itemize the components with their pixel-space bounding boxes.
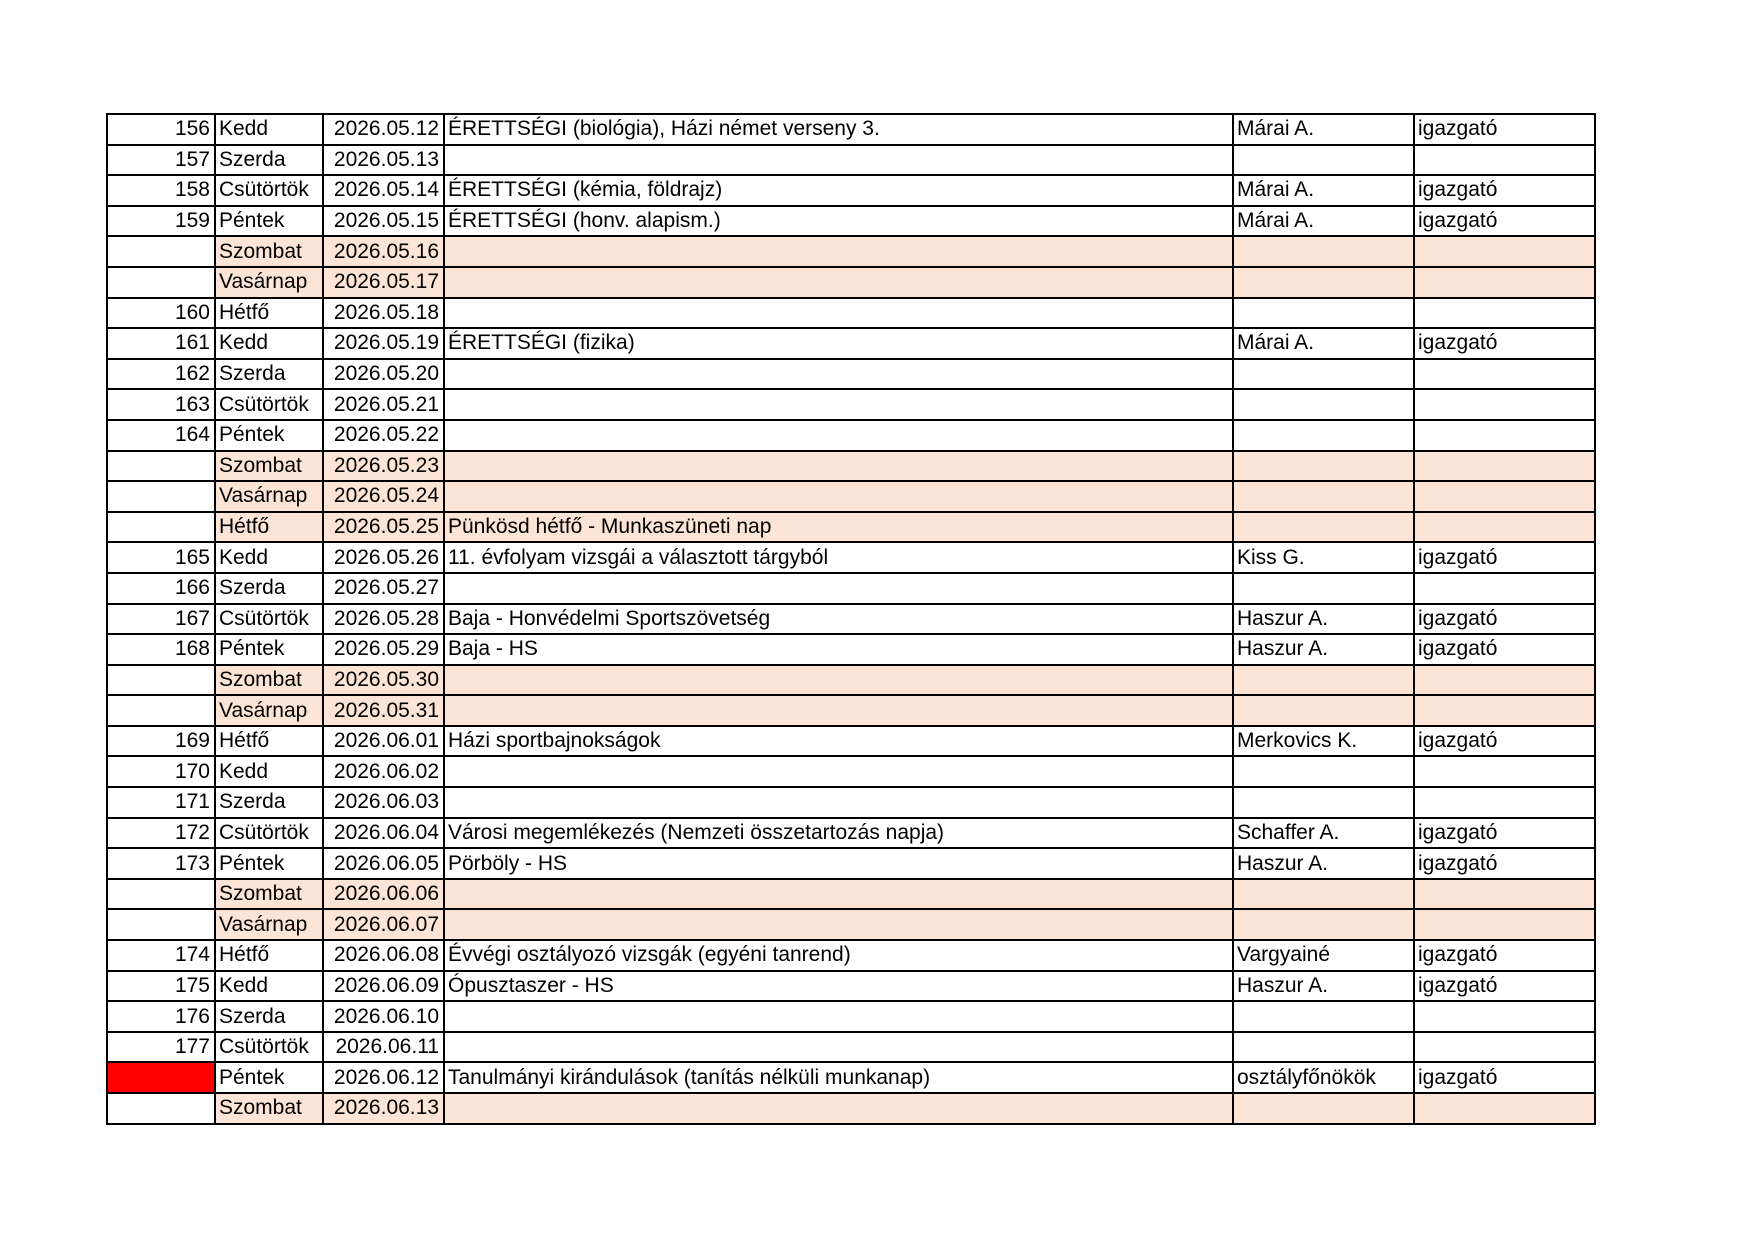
- responsible-cell[interactable]: [1233, 909, 1414, 940]
- approver-cell[interactable]: [1414, 756, 1595, 787]
- row-number-cell[interactable]: 167: [107, 604, 215, 635]
- row-number-cell[interactable]: 159: [107, 206, 215, 237]
- day-name-cell[interactable]: Péntek: [215, 848, 323, 879]
- approver-cell[interactable]: [1414, 236, 1595, 267]
- day-name-cell[interactable]: Hétfő: [215, 512, 323, 543]
- approver-cell[interactable]: igazgató: [1414, 604, 1595, 635]
- approver-cell[interactable]: [1414, 512, 1595, 543]
- event-cell[interactable]: [444, 359, 1233, 390]
- row-number-cell[interactable]: 168: [107, 634, 215, 665]
- day-name-cell[interactable]: Csütörtök: [215, 604, 323, 635]
- approver-cell[interactable]: [1414, 665, 1595, 696]
- event-cell[interactable]: [444, 1093, 1233, 1124]
- responsible-cell[interactable]: Haszur A.: [1233, 971, 1414, 1002]
- row-number-cell[interactable]: 166: [107, 573, 215, 604]
- day-name-cell[interactable]: Szerda: [215, 787, 323, 818]
- table-row: [107, 726, 1595, 757]
- table-row: [107, 971, 1595, 1002]
- date-cell[interactable]: 2026.05.25: [323, 512, 444, 543]
- day-name-cell[interactable]: Hétfő: [215, 726, 323, 757]
- date-cell[interactable]: 2026.06.11: [323, 1032, 444, 1063]
- date-cell[interactable]: 2026.05.27: [323, 573, 444, 604]
- day-name-cell[interactable]: Péntek: [215, 420, 323, 451]
- approver-cell[interactable]: [1414, 573, 1595, 604]
- table-row: [107, 542, 1595, 573]
- approver-cell[interactable]: [1414, 1093, 1595, 1124]
- date-cell[interactable]: 2026.06.04: [323, 818, 444, 849]
- event-cell[interactable]: [444, 573, 1233, 604]
- event-cell[interactable]: [444, 879, 1233, 910]
- row-number-cell[interactable]: 164: [107, 420, 215, 451]
- date-cell[interactable]: 2026.05.19: [323, 328, 444, 359]
- date-cell[interactable]: 2026.05.23: [323, 451, 444, 482]
- date-cell[interactable]: 2026.05.29: [323, 634, 444, 665]
- date-cell[interactable]: 2026.05.20: [323, 359, 444, 390]
- day-name-cell[interactable]: Csütörtök: [215, 1032, 323, 1063]
- date-cell[interactable]: 2026.05.18: [323, 298, 444, 329]
- date-cell[interactable]: 2026.06.07: [323, 909, 444, 940]
- approver-cell[interactable]: [1414, 787, 1595, 818]
- approver-cell[interactable]: [1414, 481, 1595, 512]
- date-cell[interactable]: 2026.06.13: [323, 1093, 444, 1124]
- row-number-cell[interactable]: 177: [107, 1032, 215, 1063]
- table-row: [107, 940, 1595, 971]
- day-name-cell[interactable]: Kedd: [215, 328, 323, 359]
- table-row: [107, 695, 1595, 726]
- row-number-cell[interactable]: 176: [107, 1001, 215, 1032]
- approver-cell[interactable]: [1414, 879, 1595, 910]
- approver-cell[interactable]: [1414, 267, 1595, 298]
- event-cell[interactable]: Baja - HS: [444, 634, 1233, 665]
- responsible-cell[interactable]: [1233, 481, 1414, 512]
- event-cell[interactable]: [444, 451, 1233, 482]
- event-cell[interactable]: [444, 267, 1233, 298]
- table-row: [107, 1093, 1595, 1124]
- responsible-cell[interactable]: Vargyainé: [1233, 940, 1414, 971]
- approver-cell[interactable]: [1414, 389, 1595, 420]
- responsible-cell[interactable]: [1233, 359, 1414, 390]
- responsible-cell[interactable]: [1233, 236, 1414, 267]
- event-cell[interactable]: [444, 909, 1233, 940]
- row-number-cell[interactable]: 172: [107, 818, 215, 849]
- event-cell[interactable]: [444, 145, 1233, 176]
- responsible-cell[interactable]: Haszur A.: [1233, 604, 1414, 635]
- approver-cell[interactable]: [1414, 1001, 1595, 1032]
- row-number-cell[interactable]: 161: [107, 328, 215, 359]
- event-cell[interactable]: [444, 756, 1233, 787]
- approver-cell[interactable]: [1414, 359, 1595, 390]
- approver-cell[interactable]: igazgató: [1414, 206, 1595, 237]
- responsible-cell[interactable]: Márai A.: [1233, 206, 1414, 237]
- schedule-body: [107, 114, 1595, 1124]
- row-number-cell[interactable]: 157: [107, 145, 215, 176]
- date-cell[interactable]: 2026.06.05: [323, 848, 444, 879]
- day-name-cell[interactable]: Szombat: [215, 879, 323, 910]
- date-cell[interactable]: 2026.05.13: [323, 145, 444, 176]
- event-cell[interactable]: [444, 298, 1233, 329]
- responsible-cell[interactable]: Márai A.: [1233, 114, 1414, 145]
- event-cell[interactable]: Házi sportbajnokságok: [444, 726, 1233, 757]
- responsible-cell[interactable]: Schaffer A.: [1233, 818, 1414, 849]
- table-row: [107, 206, 1595, 237]
- table-row: [107, 328, 1595, 359]
- responsible-cell[interactable]: [1233, 665, 1414, 696]
- responsible-cell[interactable]: [1233, 1001, 1414, 1032]
- table-row: [107, 481, 1595, 512]
- responsible-cell[interactable]: Márai A.: [1233, 175, 1414, 206]
- row-number-cell[interactable]: 158: [107, 175, 215, 206]
- row-number-cell[interactable]: 165: [107, 542, 215, 573]
- table-row: [107, 267, 1595, 298]
- date-cell[interactable]: 2026.05.14: [323, 175, 444, 206]
- table-row: [107, 756, 1595, 787]
- table-row: [107, 1001, 1595, 1032]
- responsible-cell[interactable]: [1233, 389, 1414, 420]
- row-number-cell[interactable]: 173: [107, 848, 215, 879]
- day-name-cell[interactable]: Kedd: [215, 756, 323, 787]
- approver-cell[interactable]: igazgató: [1414, 940, 1595, 971]
- day-name-cell[interactable]: Hétfő: [215, 940, 323, 971]
- approver-cell[interactable]: [1414, 451, 1595, 482]
- event-cell[interactable]: Pörböly - HS: [444, 848, 1233, 879]
- table-row: [107, 359, 1595, 390]
- table-row: [107, 389, 1595, 420]
- schedule-sheet: [106, 113, 1594, 1125]
- responsible-cell[interactable]: Haszur A.: [1233, 634, 1414, 665]
- day-name-cell[interactable]: Péntek: [215, 634, 323, 665]
- table-row: [107, 236, 1595, 267]
- event-cell[interactable]: ÉRETTSÉGI (biológia), Házi német verseny 3.: [444, 114, 1233, 145]
- day-name-cell[interactable]: Péntek: [215, 1062, 323, 1093]
- event-cell[interactable]: [444, 787, 1233, 818]
- event-cell[interactable]: Városi megemlékezés (Nemzeti összetartozás napja): [444, 818, 1233, 849]
- date-cell[interactable]: 2026.05.15: [323, 206, 444, 237]
- date-cell[interactable]: 2026.06.12: [323, 1062, 444, 1093]
- table-row: [107, 298, 1595, 329]
- row-number-cell[interactable]: 160: [107, 298, 215, 329]
- event-cell[interactable]: Tanulmányi kirándulások (tanítás nélküli munkanap): [444, 1062, 1233, 1093]
- responsible-cell[interactable]: [1233, 267, 1414, 298]
- row-number-cell[interactable]: [107, 1093, 215, 1124]
- approver-cell[interactable]: [1414, 298, 1595, 329]
- event-cell[interactable]: Baja - Honvédelmi Sportszövetség: [444, 604, 1233, 635]
- event-cell[interactable]: Ópusztaszer - HS: [444, 971, 1233, 1002]
- row-number-cell[interactable]: 162: [107, 359, 215, 390]
- row-number-cell[interactable]: 170: [107, 756, 215, 787]
- approver-cell[interactable]: igazgató: [1414, 971, 1595, 1002]
- day-name-cell[interactable]: Szerda: [215, 573, 323, 604]
- event-cell[interactable]: [444, 1032, 1233, 1063]
- day-name-cell[interactable]: Kedd: [215, 971, 323, 1002]
- day-name-cell[interactable]: Vasárnap: [215, 909, 323, 940]
- approver-cell[interactable]: igazgató: [1414, 1062, 1595, 1093]
- date-cell[interactable]: 2026.06.01: [323, 726, 444, 757]
- table-row: [107, 451, 1595, 482]
- approver-cell[interactable]: igazgató: [1414, 818, 1595, 849]
- date-cell[interactable]: 2026.05.22: [323, 420, 444, 451]
- day-name-cell[interactable]: Szombat: [215, 1093, 323, 1124]
- row-number-cell[interactable]: [107, 512, 215, 543]
- row-number-cell[interactable]: 175: [107, 971, 215, 1002]
- date-cell[interactable]: 2026.06.09: [323, 971, 444, 1002]
- date-cell[interactable]: 2026.05.16: [323, 236, 444, 267]
- day-name-cell[interactable]: Kedd: [215, 114, 323, 145]
- event-cell[interactable]: ÉRETTSÉGI (fizika): [444, 328, 1233, 359]
- responsible-cell[interactable]: Márai A.: [1233, 328, 1414, 359]
- date-cell[interactable]: 2026.06.02: [323, 756, 444, 787]
- day-name-cell[interactable]: Kedd: [215, 542, 323, 573]
- event-cell[interactable]: Pünkösd hétfő - Munkaszüneti nap: [444, 512, 1233, 543]
- approver-cell[interactable]: [1414, 695, 1595, 726]
- row-number-cell[interactable]: [107, 879, 215, 910]
- date-cell[interactable]: 2026.05.30: [323, 665, 444, 696]
- table-row: [107, 420, 1595, 451]
- event-cell[interactable]: ÉRETTSÉGI (honv. alapism.): [444, 206, 1233, 237]
- day-name-cell[interactable]: Csütörtök: [215, 818, 323, 849]
- row-number-cell[interactable]: 171: [107, 787, 215, 818]
- date-cell[interactable]: 2026.05.24: [323, 481, 444, 512]
- approver-cell[interactable]: igazgató: [1414, 114, 1595, 145]
- responsible-cell[interactable]: [1233, 451, 1414, 482]
- responsible-cell[interactable]: Haszur A.: [1233, 848, 1414, 879]
- day-name-cell[interactable]: Péntek: [215, 206, 323, 237]
- responsible-cell[interactable]: [1233, 695, 1414, 726]
- responsible-cell[interactable]: [1233, 787, 1414, 818]
- date-cell[interactable]: 2026.06.10: [323, 1001, 444, 1032]
- date-cell[interactable]: 2026.05.21: [323, 389, 444, 420]
- day-name-cell[interactable]: Hétfő: [215, 298, 323, 329]
- day-name-cell[interactable]: Szerda: [215, 1001, 323, 1032]
- event-cell[interactable]: 11. évfolyam vizsgái a választott tárgyból: [444, 542, 1233, 573]
- approver-cell[interactable]: igazgató: [1414, 328, 1595, 359]
- approver-cell[interactable]: [1414, 420, 1595, 451]
- date-cell[interactable]: 2026.05.12: [323, 114, 444, 145]
- responsible-cell[interactable]: [1233, 512, 1414, 543]
- day-name-cell[interactable]: Vasárnap: [215, 481, 323, 512]
- day-name-cell[interactable]: Vasárnap: [215, 267, 323, 298]
- event-cell[interactable]: Évvégi osztályozó vizsgák (egyéni tanrend): [444, 940, 1233, 971]
- event-cell[interactable]: [444, 1001, 1233, 1032]
- responsible-cell[interactable]: osztályfőnökök: [1233, 1062, 1414, 1093]
- responsible-cell[interactable]: [1233, 1093, 1414, 1124]
- approver-cell[interactable]: igazgató: [1414, 175, 1595, 206]
- day-name-cell[interactable]: Szombat: [215, 451, 323, 482]
- responsible-cell[interactable]: Merkovics K.: [1233, 726, 1414, 757]
- row-number-cell[interactable]: [107, 481, 215, 512]
- responsible-cell[interactable]: [1233, 298, 1414, 329]
- table-row: [107, 114, 1595, 145]
- table-row: [107, 879, 1595, 910]
- date-cell[interactable]: 2026.05.28: [323, 604, 444, 635]
- table-row: [107, 175, 1595, 206]
- table-row: [107, 848, 1595, 879]
- event-cell[interactable]: [444, 481, 1233, 512]
- table-row: [107, 512, 1595, 543]
- table-row: [107, 665, 1595, 696]
- responsible-cell[interactable]: [1233, 879, 1414, 910]
- day-name-cell[interactable]: Szombat: [215, 665, 323, 696]
- responsible-cell[interactable]: [1233, 756, 1414, 787]
- event-cell[interactable]: [444, 665, 1233, 696]
- date-cell[interactable]: 2026.06.06: [323, 879, 444, 910]
- schedule-table: [106, 113, 1596, 1125]
- table-row: [107, 909, 1595, 940]
- table-row: [107, 573, 1595, 604]
- approver-cell[interactable]: [1414, 1032, 1595, 1063]
- event-cell[interactable]: [444, 389, 1233, 420]
- event-cell[interactable]: ÉRETTSÉGI (kémia, földrajz): [444, 175, 1233, 206]
- row-number-cell[interactable]: [107, 267, 215, 298]
- responsible-cell[interactable]: [1233, 145, 1414, 176]
- row-number-cell[interactable]: [107, 1062, 215, 1093]
- date-cell[interactable]: 2026.06.08: [323, 940, 444, 971]
- row-number-cell[interactable]: [107, 665, 215, 696]
- table-row: [107, 1032, 1595, 1063]
- table-row: [107, 818, 1595, 849]
- day-name-cell[interactable]: Vasárnap: [215, 695, 323, 726]
- day-name-cell[interactable]: Szerda: [215, 145, 323, 176]
- date-cell[interactable]: 2026.05.17: [323, 267, 444, 298]
- row-number-cell[interactable]: [107, 236, 215, 267]
- day-name-cell[interactable]: Szerda: [215, 359, 323, 390]
- responsible-cell[interactable]: [1233, 1032, 1414, 1063]
- event-cell[interactable]: [444, 420, 1233, 451]
- row-number-cell[interactable]: [107, 909, 215, 940]
- approver-cell[interactable]: igazgató: [1414, 542, 1595, 573]
- event-cell[interactable]: [444, 236, 1233, 267]
- approver-cell[interactable]: igazgató: [1414, 848, 1595, 879]
- row-number-cell[interactable]: [107, 451, 215, 482]
- approver-cell[interactable]: [1414, 145, 1595, 176]
- table-row: [107, 1062, 1595, 1093]
- table-row: [107, 787, 1595, 818]
- row-number-cell[interactable]: 156: [107, 114, 215, 145]
- table-row: [107, 604, 1595, 635]
- day-name-cell[interactable]: Szombat: [215, 236, 323, 267]
- responsible-cell[interactable]: [1233, 420, 1414, 451]
- day-name-cell[interactable]: Csütörtök: [215, 175, 323, 206]
- responsible-cell[interactable]: Kiss G.: [1233, 542, 1414, 573]
- row-number-cell[interactable]: 163: [107, 389, 215, 420]
- date-cell[interactable]: 2026.05.31: [323, 695, 444, 726]
- event-cell[interactable]: [444, 695, 1233, 726]
- approver-cell[interactable]: igazgató: [1414, 726, 1595, 757]
- approver-cell[interactable]: [1414, 909, 1595, 940]
- approver-cell[interactable]: igazgató: [1414, 634, 1595, 665]
- responsible-cell[interactable]: [1233, 573, 1414, 604]
- table-row: [107, 145, 1595, 176]
- day-name-cell[interactable]: Csütörtök: [215, 389, 323, 420]
- table-row: [107, 634, 1595, 665]
- date-cell[interactable]: 2026.06.03: [323, 787, 444, 818]
- row-number-cell[interactable]: [107, 695, 215, 726]
- row-number-cell[interactable]: 174: [107, 940, 215, 971]
- date-cell[interactable]: 2026.05.26: [323, 542, 444, 573]
- row-number-cell[interactable]: 169: [107, 726, 215, 757]
